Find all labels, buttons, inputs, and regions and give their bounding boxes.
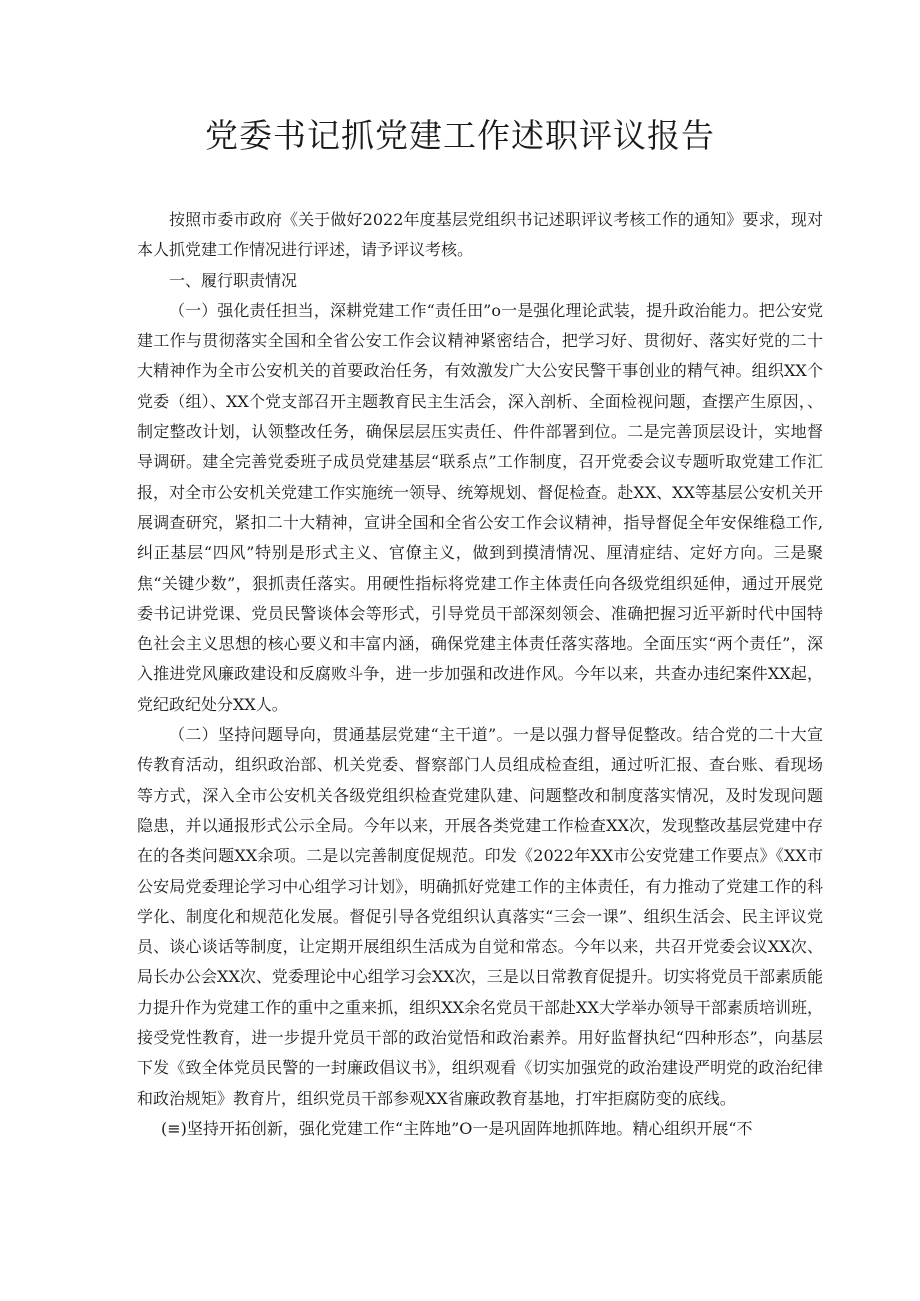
paragraph-part-1: （一）强化责任担当，深耕党建工作“责任田”o一是强化理论武装，提升政治能力。把公安党建工作与贯彻落实全国和全省公安工作会议精神紧密结合，把学习好、贯彻好、落实好党的二十大精神作为全市公安机关的首要政治任务，有效激发广大公安民警干事创业的精气神。组织XX个党委（组）、XX个党支部召开主题教育民主生活会，深入剖析、全面检视问题，查摆产生原因，、制定整改计划，认领整改任务，确保层层压实责任、件件部署到位。二是完善顶层设计，实地督导调研。建全完善党委班子成员党建基层“联系点”工作制度，召开党委会议专题听取党建工作汇报，对全市公安机关党建工作实施统一领导、统筹规划、督促检查。赴XX、XX等基层公安机关开展调查研究，紧扣二十大精神，宣讲全国和全省公安工作会议精神，指导督促全年安保维稳工作,纠正基层“四风”特别是形式主义、官僚主义，做到到摸清情况、厘清症结、定好方向。三是聚焦“关键少数”，狠抓责任落实。用硬性指标将党建工作主体责任向各级党组织延伸，通过开展党委书记讲党课、党员民警谈体会等形式，引导党员干部深刻领会、准确把握习近平新时代中国特色社会主义思想的核心要义和丰富内涵，确保党建主体责任落实落地。全面压实“两个责任”，深入推进党风廉政建设和反腐败斗争，进一步加强和改进作风。今年以来，共查办违纪案件XX起，党纪政纪处分XX人。 — [137, 300, 823, 714]
paragraph-part-2: （二）坚持问题导向，贯通基层党建“主干道”。一是以强力督导促整改。结合党的二十大宣传教育活动，组织政治部、机关党委、督察部门人员组成检查组，通过听汇报、查台账、看现场等方式，深入全市公安机关各级党组织检查党建队建、问题整改和制度落实情况，及时发现问题隐患，并以通报形式公示全局。今年以来，开展各类党建工作检查XX次，发现整改基层党建中存在的各类问题XX余项。二是以完善制度促规范。印发《2022年XX市公安党建工作要点》《XX市公安局党委理论学习中心组学习计划》，明确抓好党建工作的主体责任，有力推动了党建工作的科学化、制度化和规范化发展。督促引导各党组织认真落实“三会一课”、组织生活会、民主评议党员、谈心谈话等制度，让定期开展组织生活成为自觉和常态。今年以来，共召开党委会议XX次、局长办公会XX次、党委理论中心组学习会XX次，三是以日常教育促提升。切实将党员干部素质能力提升作为党建工作的重中之重来抓，组织XX余名党员干部赴XX大学举办领导干部素质培训班，接受党性教育，进一步提升党员干部的政治觉悟和政治素养。用好监督执纪“四种形态”，向基层下发《致全体党员民警的一封廉政倡议书》，组织观看《切实加强党的政治建设严明党的政治纪律和政治规矩》教育片，组织党员干部参观XX省廉政教育基地，打牢拒腐防变的底线。 — [137, 725, 823, 1108]
section-heading-1: 一、履行职责情况 — [169, 270, 298, 290]
paragraph-part-3: (≡)坚持开拓创新，强化党建工作“主阵地”O一是巩固阵地抓阵地。精心组织开展“不 — [161, 1118, 753, 1138]
intro-paragraph: 按照市委市政府《关于做好2022年度基层党组织书记述职评议考核工作的通知》要求，现对本人抓党建工作情况进行评述，请予评议考核。 — [137, 210, 823, 260]
document-body — [137, 205, 823, 1144]
document-title: 党委书记抓党建工作述职评议报告 — [205, 116, 715, 155]
